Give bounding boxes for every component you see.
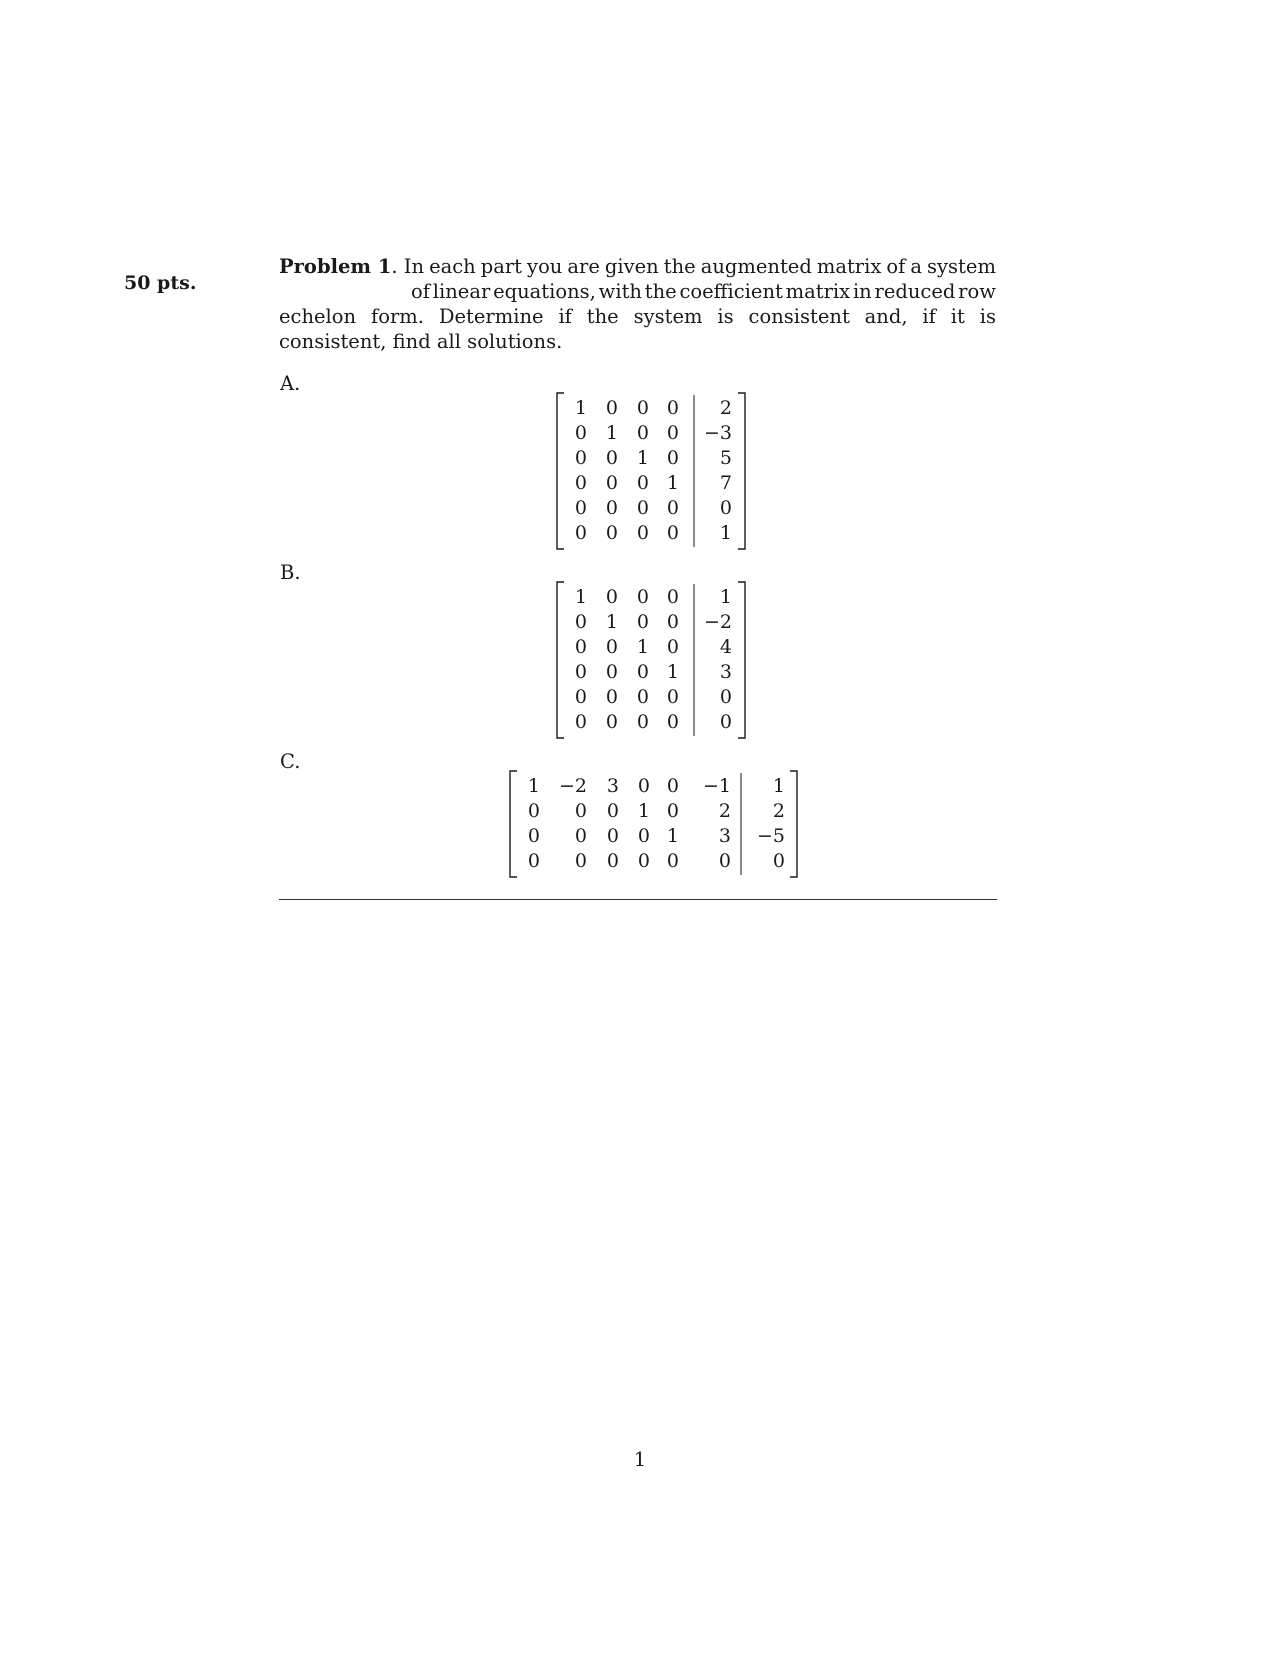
matrix-constant: 1 <box>772 775 785 797</box>
problem-word: given <box>604 255 659 278</box>
matrix-entry: 0 <box>606 850 619 872</box>
matrix-constant: 2 <box>772 800 785 822</box>
problem-body: echelon form. Determine if the system is consistent and, if it is consistent, find all solutions. <box>279 305 996 353</box>
problem-statement <box>279 254 996 354</box>
matrix-entry: 0 <box>574 711 587 733</box>
problem-word: matrix <box>785 280 851 303</box>
augmented-matrix-b <box>555 581 747 739</box>
problem-word: of <box>411 280 430 303</box>
matrix-entry: 0 <box>605 472 618 494</box>
matrix-entry: −1 <box>702 775 731 797</box>
matrix-entry: 0 <box>666 422 679 444</box>
problem-word: reduced <box>874 280 956 303</box>
section-divider <box>279 899 997 900</box>
matrix-entry: 0 <box>637 775 650 797</box>
problem-word: coefficient <box>679 280 783 303</box>
matrix-constant: 5 <box>719 447 732 469</box>
matrix-entry: 0 <box>666 447 679 469</box>
problem-word: the <box>663 255 696 278</box>
matrix-constant: 1 <box>719 522 732 544</box>
matrix-right-bracket <box>738 393 745 549</box>
points-label: 50 pts. <box>124 272 197 294</box>
problem-line-1 <box>279 254 996 279</box>
matrix-entry: 0 <box>666 611 679 633</box>
matrix-constant: −5 <box>756 825 785 847</box>
matrix-entry: 0 <box>605 497 618 519</box>
matrix-svg <box>555 392 747 550</box>
problem-word: linear <box>432 280 491 303</box>
matrix-entry: 0 <box>605 447 618 469</box>
matrix-left-bracket <box>557 393 564 549</box>
matrix-entry: 0 <box>574 422 587 444</box>
part-label-b: B. <box>280 561 301 584</box>
matrix-entry: 0 <box>636 397 649 419</box>
matrix-left-bracket <box>557 582 564 738</box>
matrix-entry: 1 <box>574 397 587 419</box>
matrix-svg <box>555 581 747 739</box>
problem-word: matrix <box>816 255 882 278</box>
matrix-entry: 0 <box>636 611 649 633</box>
matrix-entry: 0 <box>666 497 679 519</box>
matrix-constant: −2 <box>703 611 732 633</box>
problem-word: of <box>886 255 906 278</box>
matrix-entry: 0 <box>666 397 679 419</box>
matrix-constant: 2 <box>719 397 732 419</box>
matrix-right-bracket <box>790 771 797 877</box>
matrix-entry: 0 <box>666 711 679 733</box>
problem-word: part <box>480 255 523 278</box>
matrix-entry: 0 <box>527 850 540 872</box>
matrix-entry: 1 <box>636 636 649 658</box>
problem-word: in <box>852 280 872 303</box>
problem-line-2 <box>279 279 996 304</box>
matrix-constant: 1 <box>719 586 732 608</box>
matrix-entry: 0 <box>574 686 587 708</box>
matrix-constant: 0 <box>719 497 732 519</box>
matrix-entry: 0 <box>574 636 587 658</box>
matrix-entry: 0 <box>605 636 618 658</box>
matrix-entry: 0 <box>527 800 540 822</box>
problem-word: are <box>567 255 600 278</box>
matrix-entry: 0 <box>637 850 650 872</box>
matrix-entry: 1 <box>527 775 540 797</box>
problem-word: each <box>429 255 476 278</box>
matrix-entry: 0 <box>574 497 587 519</box>
matrix-entry: 1 <box>666 472 679 494</box>
matrix-entry: 0 <box>666 636 679 658</box>
matrix-entry: 0 <box>636 686 649 708</box>
matrix-entry: 0 <box>606 825 619 847</box>
matrix-entry: 0 <box>574 611 587 633</box>
matrix-left-bracket <box>510 771 517 877</box>
matrix-entry: 0 <box>636 661 649 683</box>
problem-word: you <box>527 255 563 278</box>
problem-word: equations, <box>493 280 596 303</box>
matrix-entry: 0 <box>666 586 679 608</box>
matrix-entry: 0 <box>605 686 618 708</box>
problem-title: Problem 1 <box>279 255 392 278</box>
matrix-entry: −2 <box>558 775 587 797</box>
part-label-a: A. <box>280 372 301 395</box>
matrix-entry: 0 <box>574 522 587 544</box>
matrix-constant: 0 <box>719 711 732 733</box>
matrix-right-bracket <box>738 582 745 738</box>
matrix-entry: 0 <box>666 686 679 708</box>
matrix-entry: 0 <box>605 586 618 608</box>
problem-word: row <box>958 280 996 303</box>
matrix-entry: 3 <box>718 825 731 847</box>
matrix-entry: 0 <box>605 661 618 683</box>
matrix-entry: 2 <box>718 800 731 822</box>
problem-word: the <box>644 280 677 303</box>
matrix-entry: 0 <box>527 825 540 847</box>
matrix-entry: 0 <box>574 825 587 847</box>
matrix-entry: 0 <box>574 472 587 494</box>
matrix-entry: 0 <box>636 497 649 519</box>
matrix-entry: 1 <box>574 586 587 608</box>
matrix-entry: 0 <box>636 522 649 544</box>
matrix-constant: 3 <box>719 661 732 683</box>
matrix-entry: 0 <box>637 825 650 847</box>
matrix-constant: −3 <box>703 422 732 444</box>
matrix-entry: 0 <box>605 711 618 733</box>
matrix-entry: 0 <box>636 472 649 494</box>
matrix-entry: 0 <box>666 775 679 797</box>
augmented-matrix-a <box>555 392 747 550</box>
matrix-entry: 0 <box>574 447 587 469</box>
matrix-entry: 0 <box>636 586 649 608</box>
matrix-entry: 0 <box>574 661 587 683</box>
matrix-entry: 0 <box>718 850 731 872</box>
page-number: 1 <box>633 1448 647 1471</box>
problem-word: augmented <box>700 255 812 278</box>
augmented-matrix-c <box>508 770 799 878</box>
matrix-entry: 1 <box>605 611 618 633</box>
matrix-entry: 0 <box>574 800 587 822</box>
matrix-constant: 0 <box>719 686 732 708</box>
matrix-entry: 0 <box>666 522 679 544</box>
matrix-constant: 0 <box>772 850 785 872</box>
matrix-entry: 0 <box>666 850 679 872</box>
matrix-constant: 7 <box>719 472 732 494</box>
problem-word: . In <box>391 255 425 278</box>
problem-word: a <box>910 255 923 278</box>
matrix-constant: 4 <box>719 636 732 658</box>
matrix-entry: 1 <box>636 447 649 469</box>
matrix-entry: 1 <box>666 661 679 683</box>
part-label-c: C. <box>280 750 301 773</box>
matrix-entry: 0 <box>636 711 649 733</box>
matrix-entry: 1 <box>605 422 618 444</box>
matrix-entry: 0 <box>666 800 679 822</box>
matrix-svg <box>508 770 799 878</box>
matrix-entry: 1 <box>666 825 679 847</box>
matrix-entry: 0 <box>636 422 649 444</box>
problem-word: system <box>927 255 996 278</box>
matrix-entry: 1 <box>637 800 650 822</box>
matrix-entry: 0 <box>606 800 619 822</box>
matrix-entry: 3 <box>606 775 619 797</box>
matrix-entry: 0 <box>605 397 618 419</box>
matrix-entry: 0 <box>574 850 587 872</box>
matrix-entry: 0 <box>605 522 618 544</box>
problem-word: with <box>598 280 642 303</box>
